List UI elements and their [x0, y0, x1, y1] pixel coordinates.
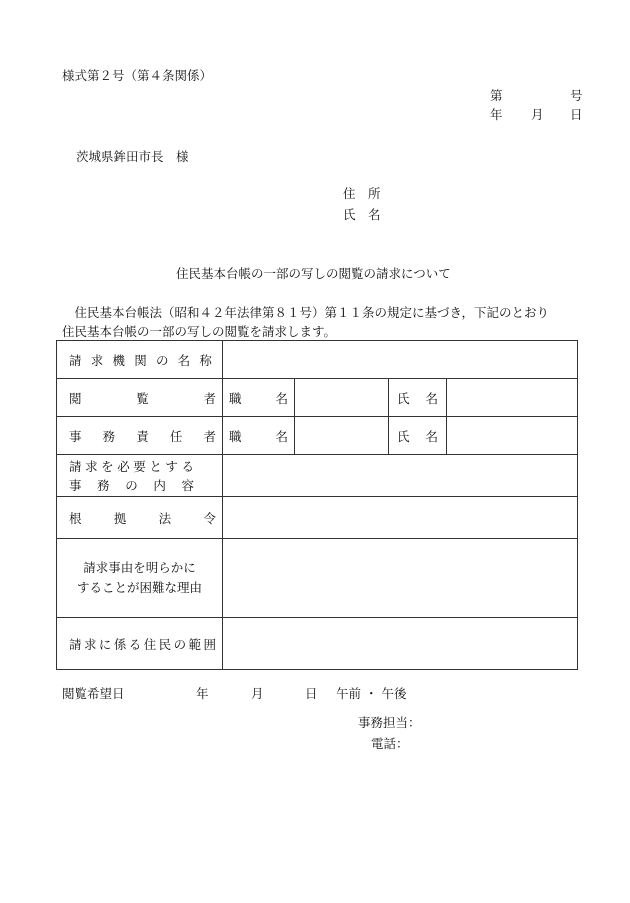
- label-char: の: [173, 636, 187, 652]
- requesting-agency-field[interactable]: [223, 341, 578, 379]
- label-char: 内: [153, 477, 166, 493]
- label-char: 求: [85, 458, 98, 474]
- label-char: 名: [425, 390, 438, 406]
- form-number: 様式第２号（第４条関係）: [62, 68, 213, 83]
- label-char: 拠: [113, 510, 127, 526]
- addressee: 茨城県鉾田市長 様: [76, 149, 189, 164]
- table-row: [57, 341, 578, 379]
- label-char: 称: [199, 352, 212, 368]
- label-char: 要: [133, 458, 146, 474]
- responsible-name-field[interactable]: [447, 417, 578, 455]
- label-char: 職: [229, 390, 242, 406]
- label-char: 関: [134, 352, 147, 368]
- required-work-field[interactable]: [223, 455, 578, 497]
- required-work-label: [57, 455, 223, 497]
- label-char: 責: [136, 428, 149, 444]
- label-char: 氏: [397, 428, 410, 444]
- label-char: 名: [425, 428, 438, 444]
- label-char: 必: [117, 458, 130, 474]
- table-row: [57, 497, 578, 539]
- label-char: 根: [69, 510, 82, 526]
- applicant-name-label: 氏 名: [343, 207, 381, 222]
- label-char: 容: [181, 477, 194, 493]
- phone-label: 電話：: [371, 736, 409, 751]
- label-char: 事: [69, 477, 82, 493]
- label-char: 氏: [397, 390, 410, 406]
- label-char: 事: [69, 428, 82, 444]
- am-pm-choice: 午前 ・ 午後: [336, 686, 407, 701]
- label-char: る: [181, 458, 194, 474]
- label-char: 令: [203, 510, 216, 526]
- label-char: 覧: [136, 390, 149, 406]
- date-day: 日: [570, 107, 583, 122]
- viewer-post-label: [223, 379, 295, 417]
- body-text-line-2: 住民基本台帳の一部の写しの閲覧を請求します。: [62, 324, 337, 339]
- document-number-suffix: 号: [570, 88, 583, 103]
- staff-label: 事務担当：: [358, 715, 421, 730]
- table-row: [57, 379, 578, 417]
- label-char: 名: [177, 352, 191, 368]
- label-char: を: [101, 458, 114, 474]
- body-text-line-1: 住民基本台帳法（昭和４２年法律第８１号）第１１条の規定に基づき，下記のとおり: [62, 305, 550, 320]
- label-char: す: [165, 458, 178, 474]
- desired-date-day: 日: [305, 686, 318, 701]
- difficulty-reason-label: [57, 539, 223, 618]
- date-year: 年: [490, 107, 503, 122]
- label-char: の: [155, 352, 169, 368]
- label-char: 係: [113, 636, 127, 652]
- resident-scope-label: [57, 618, 223, 670]
- table-row: [57, 455, 578, 497]
- responsible-person-label: [57, 417, 223, 455]
- label-char: 民: [158, 636, 172, 652]
- label-char: 求: [90, 352, 104, 368]
- responsible-post-field[interactable]: [295, 417, 389, 455]
- label-char: 機: [112, 352, 125, 368]
- legal-basis-label: [57, 497, 223, 539]
- label-char: 法: [158, 510, 172, 526]
- label-char: 請: [69, 352, 82, 368]
- label-char: 名: [275, 390, 288, 406]
- label-char: 者: [203, 428, 216, 444]
- label-char: 務: [97, 477, 110, 493]
- difficulty-reason-line-1: 請求事由を明らかに: [83, 560, 196, 575]
- resident-scope-field[interactable]: [223, 618, 578, 670]
- table-row: [57, 417, 578, 455]
- table-row: [57, 618, 578, 670]
- label-char: 閲: [69, 390, 82, 406]
- label-char: 職: [229, 428, 242, 444]
- label-char: る: [128, 636, 142, 652]
- difficulty-reason-line-2: することが困難な理由: [76, 580, 202, 595]
- viewer-post-field[interactable]: [295, 379, 389, 417]
- requesting-agency-label: [57, 341, 223, 379]
- legal-basis-field[interactable]: [223, 497, 578, 539]
- label-char: 求: [83, 636, 97, 652]
- label-char: 請: [69, 458, 82, 474]
- label-char: 範: [188, 636, 202, 652]
- label-char: 名: [275, 428, 288, 444]
- viewer-label: [57, 379, 223, 417]
- label-char: 務: [102, 428, 116, 444]
- label-char: 住: [143, 636, 157, 652]
- desired-date-year: 年: [196, 686, 209, 701]
- responsible-post-label: [223, 417, 295, 455]
- label-char: 任: [169, 428, 183, 444]
- desired-date-month: 月: [251, 686, 264, 701]
- label-char: 者: [203, 390, 216, 406]
- responsible-name-label: [389, 417, 447, 455]
- viewer-name-label: [389, 379, 447, 417]
- label-char: に: [98, 636, 112, 652]
- label-char: と: [149, 458, 162, 474]
- label-char: の: [125, 477, 138, 493]
- label-char: 請: [69, 636, 82, 652]
- date-month: 月: [531, 107, 544, 122]
- document-number-prefix: 第: [490, 88, 503, 103]
- document-title: 住民基本台帳の一部の写しの閲覧の請求について: [176, 266, 451, 281]
- applicant-address-label: 住 所: [343, 186, 381, 201]
- desired-date-label: 閲覧希望日: [62, 686, 125, 701]
- label-char: 囲: [203, 636, 216, 652]
- table-row: [57, 539, 578, 618]
- viewer-name-field[interactable]: [447, 379, 578, 417]
- request-form-table: [56, 340, 578, 670]
- difficulty-reason-field[interactable]: [223, 539, 578, 618]
